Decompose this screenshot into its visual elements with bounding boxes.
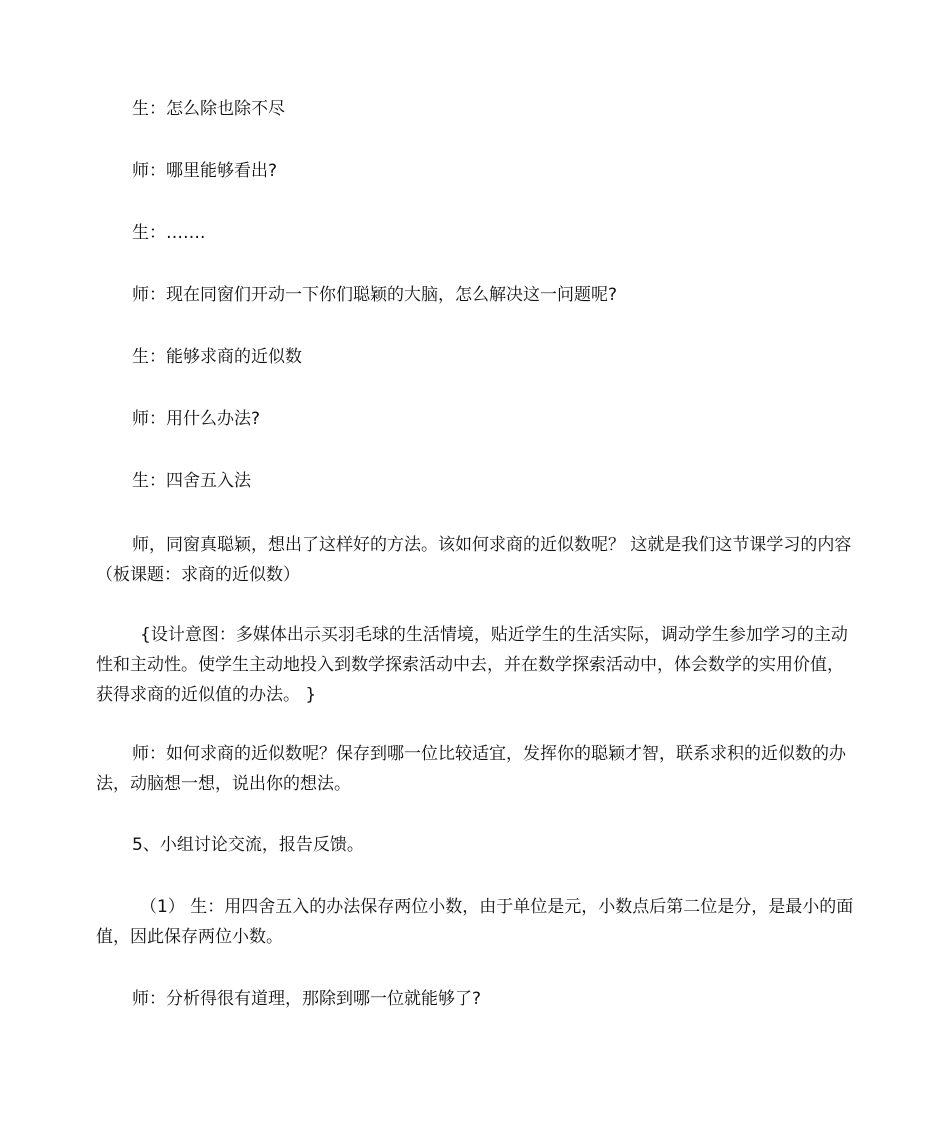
paragraph-student-reply-3: 生：能够求商的近似数 xyxy=(132,347,302,367)
paragraph-student-reply-2: 生：……. xyxy=(132,223,206,243)
paragraph-student-reply-1: 生：怎么除也除不尽 xyxy=(132,99,285,119)
paragraph-design-intent: {设计意图：多媒体出示买羽毛球的生活情境，贴近学生的生活实际，调动学生参加学习的主动性和主动性。使学生主动地投入到数学探索活动中去，并在数学探索活动中，体会数学的实用价值，获得求商的近似值的办法。 } xyxy=(96,625,848,705)
paragraph-teacher-question-3: 师：用什么办法? xyxy=(132,409,261,429)
paragraph-teacher-question-2: 师：现在同窗们开动一下你们聪颖的大脑，怎么解决这一问题呢? xyxy=(132,285,618,305)
paragraph-student-reply-4: 生：四舍五入法 xyxy=(132,471,251,491)
paragraph-teacher-intro-topic: 师，同窗真聪颖，想出了这样好的方法。该如何求商的近似数呢？ 这就是我们这节课学习的内容（板课题：求商的近似数） xyxy=(96,535,852,585)
paragraph-step-5-heading: 5、小组讨论交流，报告反馈。 xyxy=(132,835,364,855)
paragraph-teacher-followup: 师：分析得很有道理，那除到哪一位就能够了? xyxy=(132,989,482,1009)
paragraph-teacher-question-1: 师：哪里能够看出? xyxy=(132,161,278,181)
paragraph-teacher-prompt: 师：如何求商的近似数呢？保存到哪一位比较适宜，发挥你的聪颖才智，联系求积的近似数的办法，动脑想一想，说出你的想法。 xyxy=(96,744,846,794)
paragraph-group-answer-1: （1） 生：用四舍五入的办法保存两位小数，由于单位是元，小数点后第二位是分，是最小的面值，因此保存两位小数。 xyxy=(96,897,854,947)
